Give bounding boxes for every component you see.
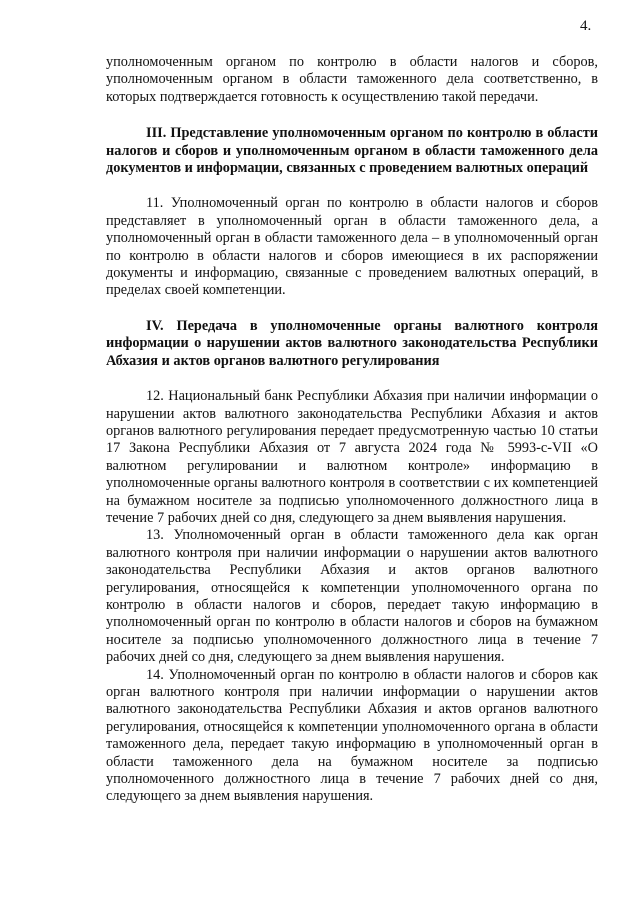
paragraph-12: 12. Национальный банк Республики Абхазия при наличии информации о нарушении актов валютного законодательства Республики Абхазия и актов органов валютного регулирования передает предусмотренную частью 10 статьи 17 Закона Республики Абхазия от 7 августа 2024 года № 5993-с-VII «О валютном регулировании и валютном контроле» информацию в уполномоченные органы валютного контроля в соответствии с их компетенцией на бумажном носителе за подписью уполномоченного должностного лица в течение 7 рабочих дней со дня, следующего за днем выявления нарушения.: [106, 388, 598, 526]
page-number: 4.: [580, 18, 592, 34]
intro-paragraph: уполномоченным органом по контролю в области налогов и сборов, уполномоченным органом в области таможенного дела соответственно, в которых подтверждается готовность к осуществлению такой передачи.: [106, 54, 598, 105]
paragraph-13: 13. Уполномоченный орган в области таможенного дела как орган валютного контроля при наличии информации о нарушении актов валютного законодательства Республики Абхазия и актов органов валютного регулирования, относящейся к компетенции уполномоченного органа по контролю в области налогов и сборов, передает такую информацию в уполномоченный орган по контролю в области налогов и сборов на бумажном носителе за подписью уполномоченного должностного лица в течение 7 рабочих дней со дня, следующего за днем выявления нарушения.: [106, 527, 598, 666]
section-4-heading: IV. Передача в уполномоченные органы валютного контроля информации о нарушении актов валютного законодательства Республики Абхазия и актов органов валютного регулирования: [106, 317, 598, 369]
paragraph-14: 14. Уполномоченный орган по контролю в области налогов и сборов как орган валютного контроля при наличии информации о нарушении актов валютного законодательства Республики Абхазия и актов органов валютного регулирования, относящейся к компетенции уполномоченного органа в области таможенного дела, передает такую информацию в уполномоченный орган в области таможенного дела на бумажном носителе за подписью уполномоченного должностного лица в течение 7 рабочих дней со дня, следующего за днем выявления нарушения.: [106, 666, 598, 805]
section-3-heading: III. Представление уполномоченным органом по контролю в области налогов и сборов и уполномоченным органом в области таможенного дела документов и информации, связанных с проведением валютных операций: [106, 125, 598, 177]
document-body: [106, 54, 598, 806]
paragraph-11: 11. Уполномоченный орган по контролю в области налогов и сборов представляет в уполномоченный орган в области таможенного дела, а уполномоченный орган в области таможенного дела – в уполномоченный орган по контролю в области налогов и сборов имеющиеся в их распоряжении документы и информацию, связанные с проведением валютных операций, в пределах своей компетенции.: [106, 195, 598, 299]
